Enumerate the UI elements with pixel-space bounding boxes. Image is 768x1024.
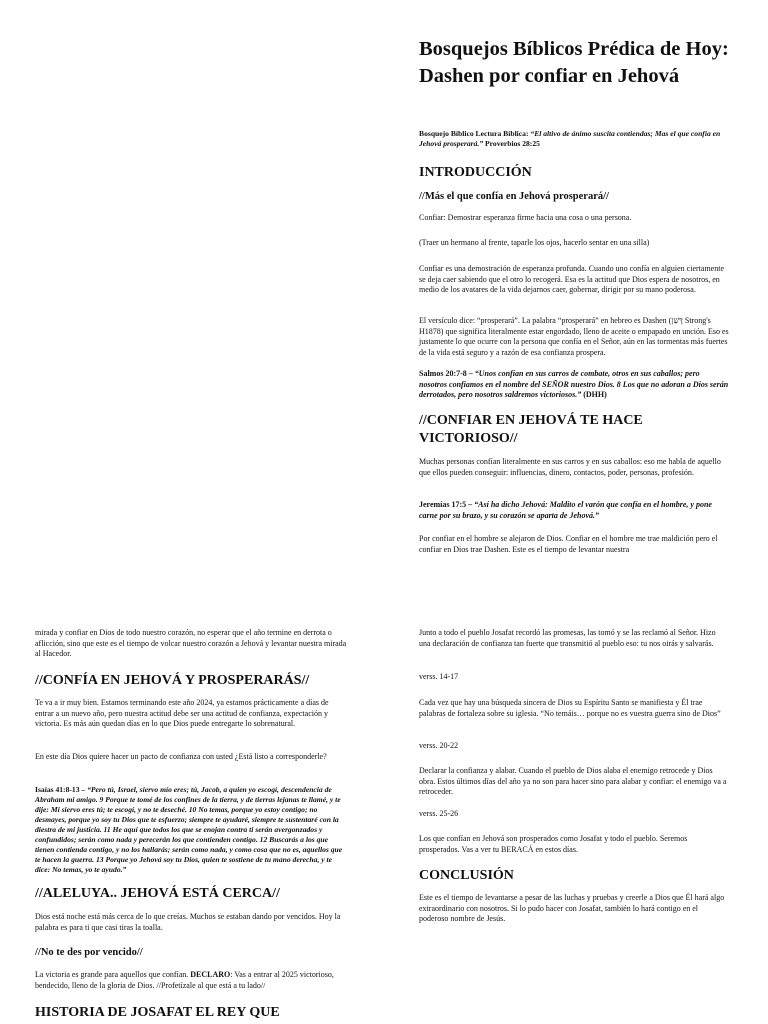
paragraph-conclusion: Este es el tiempo de levantarse a pesar de las luchas y pruebas y creerle a Dios que Él hará algo extraordinario con nosotros. Si lo pudo hacer con Josafat, también lo hará contigo en el poderoso nombre de Jesús. bbox=[419, 893, 725, 923]
bible-reading: Bosquejo Bíblico Lectura Bíblica: “El altivo de ánimo suscita contiendas; Mas el que confía en Jehová prosperará.” Proverbios 28:25 bbox=[419, 129, 721, 148]
heading-aleluya: //ALELUYA.. JEHOVÁ ESTÁ CERCA// bbox=[35, 886, 280, 901]
heading-historia: HISTORIA DE JOSAFAT EL REY QUE bbox=[35, 1005, 280, 1020]
paragraph-demostracion: Confiar es una demostración de esperanza profunda. Cuando uno confía en alguien ciertamente se deja caer sabiendo que el otro lo recogerá. Esa es la actitud que Dios espera de nosotros, en medio de los avatares de la vida dejarnos caer, gobernar, dirigir por su mano poderosa. bbox=[419, 264, 724, 294]
scripture-isaias: Isaías 41:8-13 – “Pero tú, Israel, siervo mío eres; tú, Jacob, a quien yo escogí, descendencia de Abraham mi amigo. 9 Porque te tomé de los confines de la tierra, y de tierras lejanas te llamé, y te dije: Mi siervo eres tú; te escogí, y no te deseché. 10 No temas, porque yo estoy contigo; no desmayes, porque yo soy tu Dios que te esfuerzo; siempre te ayudaré, siempre te sustentaré con la diestra de mi justicia. 11 He aquí que todos los que se enojan contra ti serán avergonzados y confundidos; serán como nada y perecerán los que contienden contigo. 12 Buscarás a los que tienen contienda contigo, y no los hallarás; serán como nada, y como cosa que no es, aquellos que te hacen la guerra. 13 Porque yo Jehová soy tu Dios, quien te sostiene de tu mano derecha, y te dice: No temas, yo te ayudo.” bbox=[35, 785, 343, 874]
paragraph-los-que: Los que confían en Jehová son prosperados como Josafat y todo el pueblo. Seremos prosperados. Vas a ver tu BERACÁ en estos días. bbox=[419, 834, 688, 854]
heading-conclusion: CONCLUSIÓN bbox=[419, 868, 514, 883]
paragraph-versiculo: El versículo dice: “prosperará”. La palabra “prosperará” en hebreo es Dashen (דָּשֵׁן Strong's H1878) que significa literalmente estar engordado, lleno de aceite o empapado en unción. Eso es justamente lo que ocurre con la persona que confía en el Señor, aún en las tormentas más fuertes de la vida está seguro y a razón de esa confianza prospera. bbox=[419, 316, 729, 357]
heading-no-te-des: //No te des por vencido// bbox=[35, 947, 143, 958]
heading-victorioso: //CONFIAR EN JEHOVÁ TE HACE VICTORIOSO// bbox=[419, 413, 643, 446]
paragraph-teva: Te va a ir muy bien. Estamos terminando este año 2024, ya estamos prácticamente a días de entrar a un nuevo año, pero nuestra actitud debe ser una actitud de confianza, expectación y victoria. Es más aún quedan días en lo que Dios puede entregarte lo sobrenatural. bbox=[35, 698, 329, 728]
intro-heading: INTRODUCCIÓN bbox=[419, 165, 532, 180]
paragraph-hombre: Por confiar en el hombre se alejaron de Dios. Confiar en el hombre me trae maldición pero el confiar en Dios trae Dashen. Este es el tiempo de levantar nuestra bbox=[419, 534, 718, 554]
paragraph-mirada: mirada y confiar en Dios de todo nuestro corazón, no esperar que el año termine en derrota o aflicción, sino que este es el tiempo de volcar nuestro corazón a Jehová y levantar nuestra mirada al Hacedor. bbox=[35, 628, 347, 658]
verse-ref-25-26: verss. 25-26 bbox=[419, 809, 459, 818]
heading-confia: //CONFÍA EN JEHOVÁ Y PROSPERARÁS// bbox=[35, 673, 310, 688]
paragraph-junto: Junto a todo el pueblo Josafat recordó las promesas, las tomó y se las reclamó al Señor. Hizo una declaración de confianza tan fuerte que transmitió al pueblo eso: tu nos oirás y salvarás. bbox=[419, 628, 716, 648]
verse-ref-20-22: verss. 20-22 bbox=[419, 741, 459, 750]
paragraph-traer: (Traer un hermano al frente, taparle los ojos, hacerlo sentar en una silla) bbox=[419, 238, 650, 247]
scripture-salmos: Salmos 20:7-8 – “Unos confían en sus carros de combate, otros en sus caballos; pero nosotros confiamos en el nombre del SEÑOR nuestro Dios. 8 Los que no adoran a Dios serán derrotados, pero nosotros saldremos victoriosos.” (DHH) bbox=[419, 369, 729, 399]
paragraph-dios-esta: Dios está noche está más cerca de lo que creías. Muchos se estaban dando por vencidos. Hoy la palabra es para ti que casi tiras la toalla. bbox=[35, 912, 341, 932]
paragraph-confiar: Confiar: Demostrar esperanza firme hacia una cosa o una persona. bbox=[419, 213, 632, 222]
paragraph-cada-vez: Cada vez que hay una búsqueda sincera de Dios su Espíritu Santo se manifiesta y Él trae palabras de fortaleza sobre su iglesia. “No temáis… porque no es vuestra guerra sino de Dios” bbox=[419, 698, 721, 718]
verse-ref-14-17: verss. 14-17 bbox=[419, 672, 459, 681]
scripture-jeremias: Jeremías 17:5 – “Así ha dicho Jehová: Maldito el varón que confía en el hombre, y pone carne por su brazo, y su corazón se aparta de Jehová.” bbox=[419, 500, 712, 520]
paragraph-declarar: Declarar la confianza y alabar. Cuando el pueblo de Dios alaba el enemigo retrocede y Dios obra. Estos últimos días del año ya no son para hacer sino para alabar y confiar: el enemigo va a retroceder. bbox=[419, 766, 727, 796]
intro-subheading: //Más el que confía en Jehová prosperará// bbox=[419, 191, 609, 202]
paragraph-pacto: En este día Dios quiere hacer un pacto de confianza con usted ¿Está listo a corresponderle? bbox=[35, 752, 327, 761]
paragraph-muchas: Muchas personas confían literalmente en sus carros y en sus caballos: eso me habla de aquello que ellos pueden conseguir: influencias, dinero, contactos, poder, personas, profesión. bbox=[419, 457, 721, 477]
page-title: Bosquejos Bíblicos Prédica de Hoy: Dashen por confiar en Jehová bbox=[419, 38, 729, 87]
paragraph-victoria: La victoria es grande para aquellos que confían. DECLARO: Vas a entrar al 2025 victorioso, bendecido, lleno de la gloria de Dios. //Profetízale al que está a tu lado// bbox=[35, 970, 334, 990]
